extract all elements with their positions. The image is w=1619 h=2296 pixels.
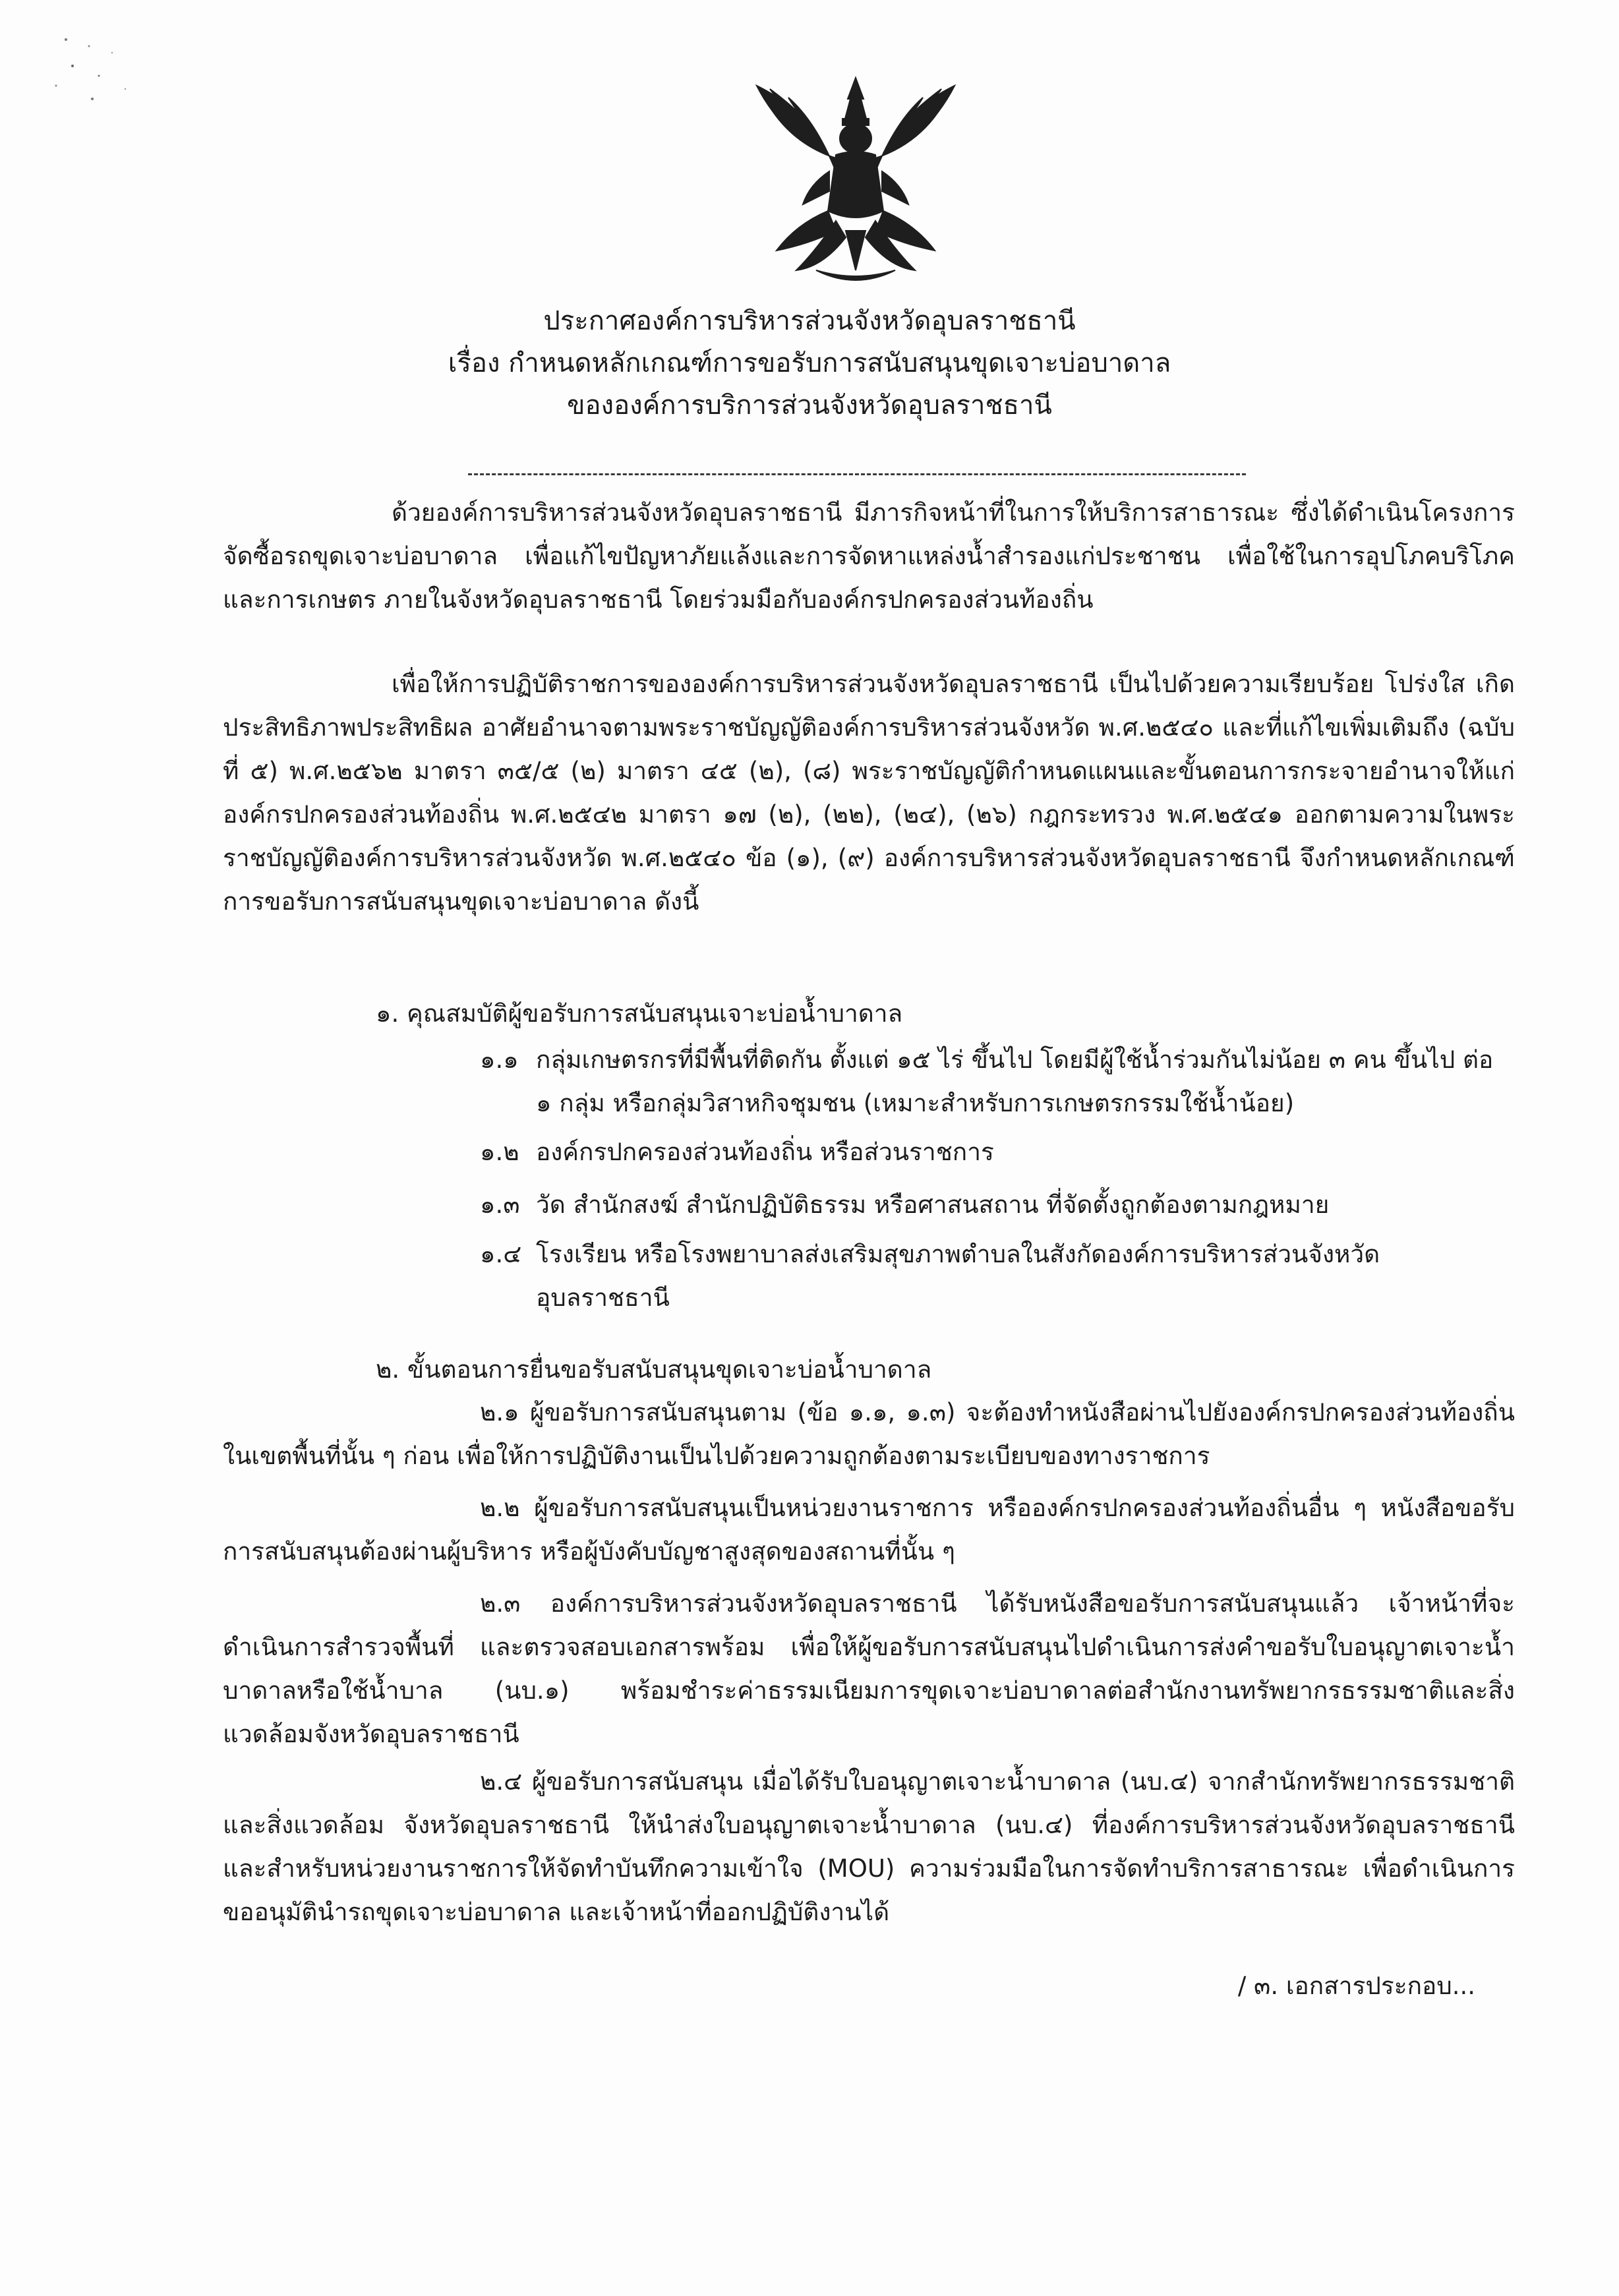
- item-number: ๑.๔: [480, 1240, 522, 1268]
- procedure-item: ๒.๑ ผู้ขอรับการสนับสนุนตาม (ข้อ ๑.๑, ๑.๓) จะต้องทำหนังสือผ่านไปยังองค์กรปกครองส่วนท้องถิ่นในเขตพื้นที่นั้น ๆ ก่อน เพื่อให้การปฏิบัติงานเป็นไปด้วยความถูกต้องตามระเบียบของทางราชการ: [223, 1398, 1515, 1470]
- title-line-2: เรื่อง กำหนดหลักเกณฑ์การขอรับการสนับสนุนขุดเจาะบ่อบาดาล: [448, 348, 1171, 378]
- authority-text: เพื่อให้การปฏิบัติราชการขององค์การบริหารส่วนจังหวัดอุบลราชธานี เป็นไปด้วยความเรียบร้อย โปร่งใส เกิดประสิทธิภาพประสิทธิผล อาศัยอำนาจตามพระราชบัญญัติองค์การบริหารส่วนจังหวัด พ.ศ.๒๕๔๐ และที่แก้ไขเพิ่มเติมถึง (ฉบับที่ ๕) พ.ศ.๒๕๖๒ มาตรา ๓๕/๕ (๒) มาตรา ๔๕ (๒), (๘) พระราชบัญญัติกำหนดแผนและขั้นตอนการกระจายอำนาจให้แก่องค์กรปกครองส่วนท้องถิ่น พ.ศ.๒๕๔๒ มาตรา ๑๗ (๒), (๒๒), (๒๔), (๒๖) กฎกระทรวง พ.ศ.๒๕๔๑ ออกตามความในพระราชบัญญัติองค์การบริหารส่วนจังหวัด พ.ศ.๒๕๔๐ ข้อ (๑), (๙) องค์การบริหารส่วนจังหวัดอุบลราชธานี จึงกำหนดหลักเกณฑ์การขอรับการสนับสนุนขุดเจาะบ่อบาดาล ดังนี้: [223, 670, 1516, 916]
- qualification-item: [480, 1038, 1515, 1125]
- section-1-heading: ๑. คุณสมบัติผู้ขอรับการสนับสนุนเจาะบ่อน้ำบาดาล: [376, 999, 903, 1028]
- item-text: องค์กรปกครองส่วนท้องถิ่น หรือส่วนราชการ: [536, 1138, 994, 1166]
- qualification-item: [480, 1233, 1515, 1320]
- item-text: วัด สำนักสงฆ์ สำนักปฏิบัติธรรม หรือศาสนสถาน ที่จัดตั้งถูกต้องตามกฎหมาย: [536, 1191, 1330, 1219]
- title-line-1: ประกาศองค์การบริหารส่วนจังหวัดอุบลราชธานี: [543, 306, 1076, 336]
- item-text: กลุ่มเกษตรกรที่มีพื้นที่ติดกัน ตั้งแต่ ๑๕ ไร่ ขึ้นไป โดยมีผู้ใช้น้ำร่วมกันไม่น้อย ๓ คน ขึ้นไป ต่อ ๑ กลุ่ม หรือกลุ่มวิสาหกิจชุมชน (เหมาะสำหรับการเกษตรกรรมใช้น้ำน้อย): [536, 1045, 1494, 1117]
- continued-next-page: / ๓. เอกสารประกอบ...: [1237, 1972, 1475, 2000]
- item-number: ๑.๓: [480, 1191, 520, 1219]
- title-divider: [468, 473, 1246, 475]
- item-text: โรงเรียน หรือโรงพยาบาลส่งเสริมสุขภาพตำบลในสังกัดองค์การบริหารส่วนจังหวัด อุบลราชธานี: [536, 1240, 1380, 1312]
- item-number: ๑.๑: [480, 1045, 519, 1074]
- procedure-item: ๒.๔ ผู้ขอรับการสนับสนุน เมื่อได้รับใบอนุญาตเจาะน้ำบาดาล (นบ.๔) จากสำนักทรัพยากรธรรมชาติและสิ่งแวดล้อม จังหวัดอุบลราชธานี ให้นำส่งใบอนุญาตเจาะน้ำบาดาล (นบ.๔) ที่องค์การบริหารส่วนจังหวัดอุบลราชธานี และสำหรับหน่วยงานราชการให้จัดทำบันทึกความเข้าใจ (MOU) ความร่วมมือในการจัดทำบริการสาธารณะ เพื่อดำเนินการขออนุมัตินำรถขุดเจาะบ่อบาดาล และเจ้าหน้าที่ออกปฏิบัติงานได้: [223, 1767, 1515, 1926]
- title-line-3: ขององค์การบริการส่วนจังหวัดอุบลราชธานี: [567, 390, 1052, 421]
- authority-paragraph: [223, 662, 1515, 924]
- intro-paragraph: [223, 491, 1515, 622]
- procedure-item: ๒.๓ องค์การบริหารส่วนจังหวัดอุบลราชธานี ได้รับหนังสือขอรับการสนับสนุนแล้ว เจ้าหน้าที่จะดำเนินการสำรวจพื้นที่ และตรวจสอบเอกสารพร้อม เพื่อให้ผู้ขอรับการสนับสนุนไปดำเนินการส่งคำขอรับใบอนุญาตเจาะน้ำบาดาลหรือใช้น้ำบาล (นบ.๑) พร้อมชำระค่าธรรมเนียมการขุดเจาะบ่อบาดาลต่อสำนักงานทรัพยากรธรรมชาติและสิ่งแวดล้อมจังหวัดอุบลราชธานี: [223, 1589, 1515, 1748]
- procedure-item: ๒.๒ ผู้ขอรับการสนับสนุนเป็นหน่วยงานราชการ หรือองค์กรปกครองส่วนท้องถิ่นอื่น ๆ หนังสือขอรับการสนับสนุนต้องผ่านผู้บริหาร หรือผู้บังคับบัญชาสูงสุดของสถานที่นั้น ๆ: [223, 1494, 1515, 1566]
- garuda-emblem-icon: [737, 73, 974, 297]
- item-number: ๑.๒: [480, 1138, 519, 1166]
- intro-text: ด้วยองค์การบริหารส่วนจังหวัดอุบลราชธานี มีภารกิจหน้าที่ในการให้บริการสาธารณะ ซึ่งได้ดำเนินโครงการจัดซื้อรถขุดเจาะบ่อบาดาล เพื่อแก้ไขปัญหาภัยแล้งและการจัดหาแหล่งน้ำสำรองแก่ประชาชน เพื่อใช้ในการอุปโภคบริโภค และการเกษตร ภายในจังหวัดอุบลราชธานี โดยร่วมมือกับองค์กรปกครองส่วนท้องถิ่น: [223, 498, 1515, 614]
- qualification-item: [480, 1183, 1515, 1227]
- section-2-heading: ๒. ขั้นตอนการยื่นขอรับสนับสนุนขุดเจาะบ่อน้ำบาดาล: [376, 1355, 932, 1384]
- document-title: [198, 300, 1421, 427]
- scan-speck-marks: [26, 26, 158, 119]
- qualification-item: [480, 1131, 1515, 1174]
